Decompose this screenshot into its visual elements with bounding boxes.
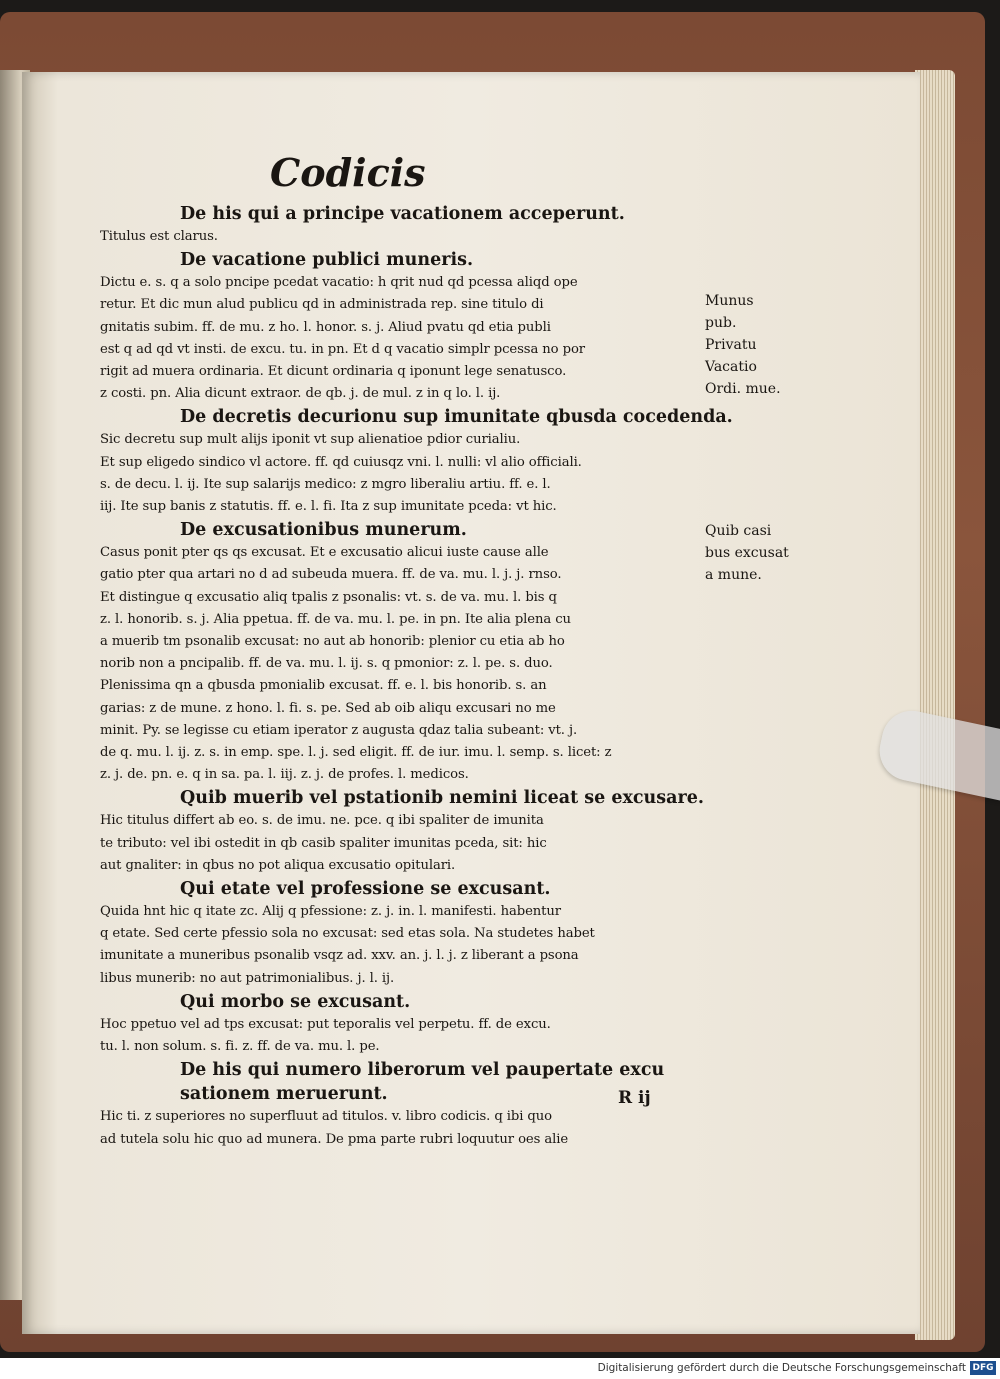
margin-note: a mune. <box>705 567 762 583</box>
section-heading: De excusationibus munerum. <box>180 520 467 541</box>
text-line: aut gnaliter: in qbus no pot aliqua excusatio opitulari. <box>100 857 456 873</box>
margin-note: bus excusat <box>705 545 789 561</box>
text-line: retur. Et dic mun alud publicu qd in administrada rep. sine titulo di <box>100 297 544 313</box>
text-line: norib non a pncipalib. ff. de va. mu. l. ij. s. q pmonior: z. l. pe. s. duo. <box>100 656 553 672</box>
text-line: libus munerib: no aut patrimonialibus. j. l. ij. <box>100 970 395 986</box>
page-edges <box>915 70 955 1340</box>
signature-mark: R ij <box>618 1088 651 1108</box>
section-heading: De his qui a principe vacationem acceperunt. <box>180 204 625 224</box>
margin-note: Vacatio <box>705 359 757 375</box>
section-heading: De his qui numero liberorum vel paupertate excu <box>180 1060 665 1081</box>
margin-note: Ordi. mue. <box>705 381 781 397</box>
text-line: s. de decu. l. ij. Ite sup salarijs medico: z mgro liberaliu artiu. ff. e. l. <box>100 476 551 492</box>
text-line: ad tutela solu hic quo ad munera. De pma parte rubri loquutur oes alie <box>100 1131 569 1147</box>
text-line: Dictu e. s. q a solo pncipe pcedat vacatio: h qrit nud qd pcessa aliqd ope <box>100 275 578 291</box>
text-line: de q. mu. l. ij. z. s. in emp. spe. l. j. sed eligit. ff. de iur. imu. l. semp. s. licet: z <box>100 745 612 761</box>
text-line: iij. Ite sup banis z statutis. ff. e. l. fi. Ita z sup imunitate pceda: vt hic. <box>100 499 557 515</box>
text-line: q etate. Sed certe pfessio sola no excusat: sed etas sola. Na studetes habet <box>100 926 595 942</box>
margin-note: pub. <box>705 315 737 331</box>
text-line: z costi. pn. Alia dicunt extraor. de qb. j. de mul. z in q lo. l. ij. <box>100 386 501 402</box>
text-line: gnitatis subim. ff. de mu. z ho. l. honor. s. j. Aliud pvatu qd etia publi <box>100 319 551 335</box>
dfg-logo[interactable]: DFG <box>970 1361 996 1375</box>
text-line: te tributo: vel ibi ostedit in qb casib spaliter imunitas pceda, sit: hic <box>100 835 547 851</box>
text-line: rigit ad muera ordinaria. Et dicunt ordinaria q iponunt lege senatusco. <box>100 364 567 380</box>
section-heading: Qui morbo se excusant. <box>180 991 411 1012</box>
text-line: Et distingue q excusatio aliq tpalis z psonalis: vt. s. de va. mu. l. bis q <box>100 589 557 605</box>
text-line: imunitate a muneribus psonalib vsqz ad. xxv. an. j. l. j. z liberant a psona <box>100 948 579 964</box>
text-line: Plenissima qn a qbusda pmonialib excusat. ff. e. l. bis honorib. s. an <box>100 678 547 694</box>
section-heading: Qui etate vel professione se excusant. <box>180 879 551 900</box>
section-heading: sationem meruerunt. <box>180 1084 388 1105</box>
text-line: Sic decretu sup mult alijs iponit vt sup alienatioe pdior curialiu. <box>100 432 521 448</box>
section-heading: De decretis decurionu sup imunitate qbusda cocedenda. <box>180 407 733 428</box>
text-line: z. l. honorib. s. j. Alia ppetua. ff. de va. mu. l. pe. in pn. Ite alia plena cu <box>100 611 571 627</box>
footer-credit: Digitalisierung gefördert durch die Deutsche Forschungsgemeinschaft <box>597 1362 966 1374</box>
text-line: z. j. de. pn. e. q in sa. pa. l. iij. z. j. de profes. l. medicos. <box>100 767 469 783</box>
text-line: Hic titulus differt ab eo. s. de imu. ne. pce. q ibi spaliter de imunita <box>100 813 544 829</box>
text-line: a muerib tm psonalib excusat: no aut ab honorib: plenior cu etia ab ho <box>100 634 565 650</box>
text-line: gatio pter qua artari no d ad subeuda muera. ff. de va. mu. l. j. j. rnso. <box>100 567 562 583</box>
running-head: Codicis <box>270 150 426 195</box>
text-line: Quida hnt hic q itate zc. Alij q pfessione: z. j. in. l. manifesti. habentur <box>100 904 561 920</box>
margin-note: Munus <box>705 293 754 309</box>
text-line: Titulus est clarus. <box>100 229 218 244</box>
section-heading: De vacatione publici muneris. <box>180 250 474 271</box>
section-heading: Quib muerib vel pstationib nemini liceat se excusare. <box>180 788 704 809</box>
text-line: Hoc ppetuo vel ad tps excusat: put teporalis vel perpetu. ff. de excu. <box>100 1016 551 1032</box>
text-line: tu. l. non solum. s. fi. z. ff. de va. mu. l. pe. <box>100 1039 380 1055</box>
footer-bar <box>0 1358 1000 1379</box>
text-line: minit. Py. se legisse cu etiam iperator z augusta qdaz talia subeant: vt. j. <box>100 722 578 738</box>
text-line: est q ad qd vt insti. de excu. tu. in pn. Et d q vacatio simplr pcessa no por <box>100 341 586 357</box>
text-line: Hic ti. z superiores no superfluut ad titulos. v. libro codicis. q ibi quo <box>100 1109 552 1125</box>
margin-note: Quib casi <box>705 523 772 539</box>
text-line: Et sup eligedo sindico vl actore. ff. qd cuiusqz vni. l. nulli: vl alio officiali. <box>100 454 582 470</box>
margin-note: Privatu <box>705 337 757 353</box>
text-line: garias: z de mune. z hono. l. fi. s. pe. Sed ab oib aliqu excusari no me <box>100 700 556 716</box>
text-line: Casus ponit pter qs qs excusat. Et e excusatio alicui iuste cause alle <box>100 545 549 561</box>
